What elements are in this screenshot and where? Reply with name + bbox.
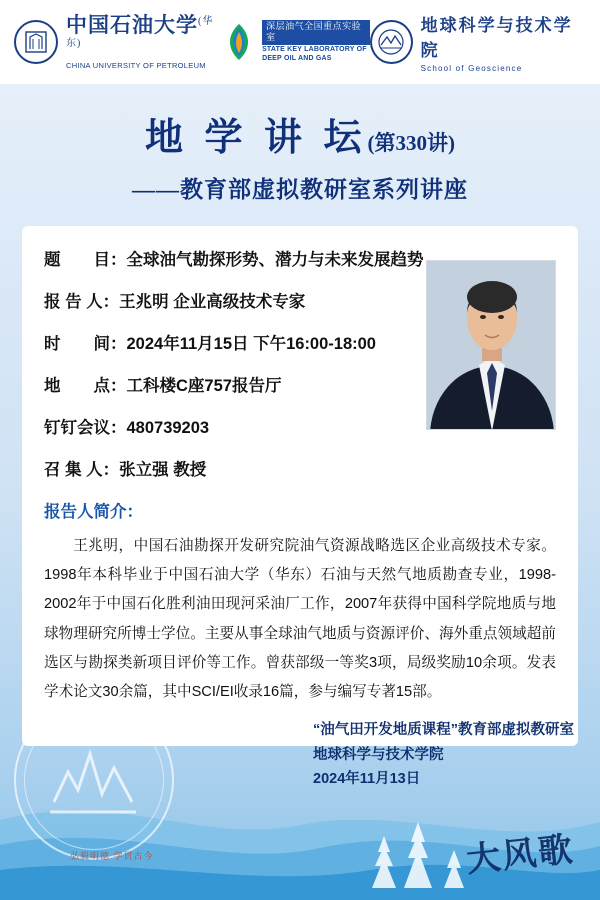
school-seal-watermark [14,700,174,860]
info-label: 时 间： [44,335,127,353]
info-label: 召 集 人： [44,461,120,479]
university-name-en: CHINA UNIVERSITY OF PETROLEUM [66,61,206,71]
title-zone [0,84,600,210]
info-value: 480739203 [126,419,210,437]
school-name-en: School of Geoscience [420,64,523,73]
lab-logo [222,20,370,64]
school-logo [370,11,586,73]
signature-line-1: “油气田开发地质课程”教育部虚拟教研室 [313,722,574,738]
info-row [44,456,556,480]
bio-heading: 报告人简介： [44,503,143,521]
logo-band [0,0,600,84]
info-label: 题 目： [44,251,127,269]
bio-text: 王兆明，中国石油勘探开发研究院油气资源战略选区企业高级技术专家。1998年本科毕业于中国石油大学（华东）石油与天然气地质勘查专业，1998-2002年于中国石化胜利油田现河采油厂工作，2007年获得中国科学院地质与地球物理研究所博士学位。主要从事全球油气地质与资源评价、海外重点领域超前选区与勘探类新项目评价等工作。曾获部级一等奖3项，局级奖励10余项。发表学术论文30余篇，其中SCI/EI收录16篇，参与编写专著15部。 [44,538,556,700]
signature-line-3: 2024年11月13日 [313,771,421,788]
speaker-portrait [426,260,556,430]
page-subtitle: ——教育部虚拟教研室系列讲座 [132,177,468,202]
school-name-cn: 地球科学与技术学院 [420,16,573,60]
svg-text:School of Geosciences: School of Geosciences [53,730,135,740]
pine-trees-icon [360,802,480,892]
calligraphy-decoration: 大风歌 [464,831,577,880]
info-label: 报 告 人： [44,293,120,311]
title-main: 地 学 讲 坛 [144,117,368,159]
university-logo [14,14,222,70]
title-session: (第330讲) [367,131,455,155]
info-value: 王兆明 企业高级技术专家 [119,293,306,311]
info-value: 全球油气勘探形势、潜力与未来发展趋势 [126,251,424,269]
info-value: 2024年11月15日 下午16:00-18:00 [126,335,376,353]
info-label: 钉钉会议： [44,419,127,437]
school-crest-icon [370,20,413,64]
lab-leaf-icon [222,22,256,62]
lab-name-en-2: DEEP OIL AND GAS [262,55,332,63]
info-label: 地 点： [44,377,127,395]
university-crest-icon [14,20,58,64]
university-name-cn: 中国石油大学$^{(华东)}$ [66,12,214,49]
info-value: 张立强 教授 [119,461,207,479]
motto-stamp: 弘毅明德 学贯古今 [70,851,154,861]
page-title [0,106,600,161]
university-suffix: (华东) [66,15,214,49]
lab-name-cn: 深层油气全国重点实验室 [262,20,370,45]
signature-line-2: 地球科学与技术学院 [313,746,444,763]
lab-name-en-1: STATE KEY LABORATORY OF [262,46,367,54]
info-card [22,226,578,746]
signature-block [313,718,574,792]
info-value: 工科楼C座757报告厅 [126,377,282,395]
